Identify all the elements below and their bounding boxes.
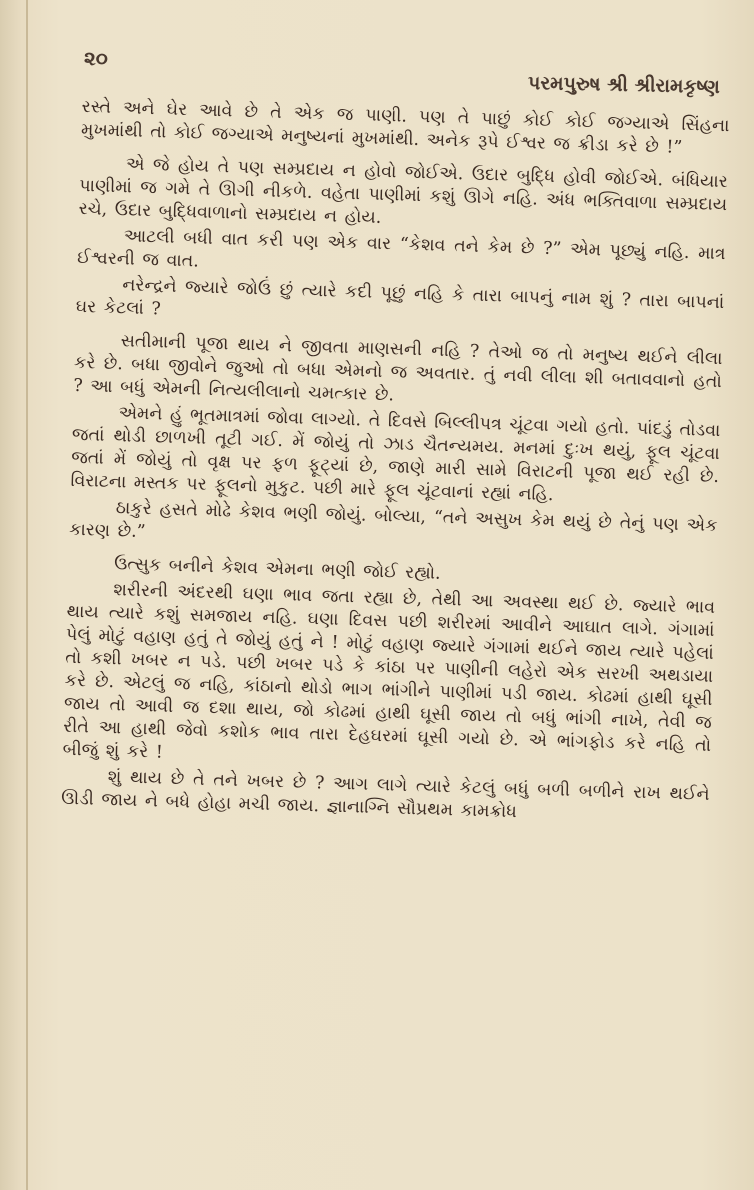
paragraph-8: ઉત્સુક બનીને કેશવ એમના ભણી જોઈ રહ્યો.	[113, 554, 441, 584]
paragraph-9: શરીરની અંદરથી ઘણા ભાવ જતા રહ્યા છે, તેથી આ અવસ્થા થઈ છે. જ્યારે ભાવ થાય ત્યારે કશું સમજાય નહિ. ઘણા દિવસ પછી શરીરમાં આવીને આઘાત લાગે. ગંગામાં પેલું મોટું વહાણ હતું તે જોયું હતું ને ! મોટું વહાણ જ્યારે ગંગામાં થઈને જાય ત્યારે પહેલાં તો કશી ખબર ન પડે. પછી ખબર પડે કે કાંઠા પર પાણીની લહેરો એક સરખી અથડાયા કરે છે. એટલું જ નહિ, કાંઠાનો થોડો ભાગ ભાંગીને પાણીમાં પડી જાય. કોઢમાં હાથી ઘૂસી જાય તો આવી જ દશા થાય, જો કોઢમાં હાથી ઘૂસી જાય તો બધું ભાંગી નાખે, તેવી જ રીતે આ હાથી જેવો કશોક ભાવ તારા દેહઘરમાં ઘૂસી ગયો છે. એ ભાંગફોડ કરે નહિ તો બીજું શું કરે !	[62, 580, 716, 763]
running-header: પરમપુરુષ શ્રી શ્રીરામકૃષ્ણ	[527, 71, 721, 99]
body-text	[61, 96, 730, 830]
paragraph-1: રસ્તે અને ઘેર આવે છે તે એક જ પાણી. પણ તે પાછું કોઈ કોઈ જગ્યાએ સિંહના મુખમાંથી તો કોઈ જગ્યાએ મનુષ્યનાં મુખમાંથી. અનેક રૂપે ઈશ્વર જ ક્રીડા કરે છે !”	[80, 96, 730, 158]
page-number: ૨૦	[84, 46, 108, 70]
paragraph-3: આટલી બધી વાત કરી પણ એક વાર “કેશવ તને કેમ છે ?” એમ પૂછ્યું નહિ. માત્ર ઈશ્વરની જ વાત.	[76, 226, 726, 272]
paragraph-2: એ જે હોય તે પણ સમ્પ્રદાય ન હોવો જોઈએ. ઉદાર બુદ્ધિ હોવી જોઈએ. બંધિયાર પાણીમાં જ ગમે તે ઊગી નીકળે. વહેતા પાણીમાં કશું ઊગે નહિ. અંધ ભક્તિવાળા સમ્પ્રદાય રચે, ઉદાર બુદ્ધિવાળાનો સમ્પ્રદાય ન હોય.	[78, 154, 729, 228]
paragraph-10: શું થાય છે તે તને ખબર છે ? આગ લાગે ત્યારે કેટલું બધું બળી બળીને રાખ થઈને ઊડી જાય ને બધે હોહા મચી જાય. જ્ઞાનાગ્નિ સૌપ્રથમ કામક્રોધ	[60, 767, 710, 823]
paragraph-7: ઠાકુરે હસતે મોઢે કેશવ ભણી જોયું. બોલ્યા, “તને અસુખ કેમ થયું છે તેનું પણ એક કારણ છે.”	[68, 498, 718, 543]
paragraph-4: નરેન્દ્રને જ્યારે જોઉં છું ત્યારે કદી પૂછું નહિ કે તારા બાપનું નામ શું ? તારા બાપનાં ઘર કેટલાં ?	[75, 275, 725, 320]
binding-edge	[26, 0, 28, 1190]
paragraph-6: એમને હું ભૂતમાત્રમાં જોવા લાગ્યો. તે દિવસે બિલ્લીપત્ર ચૂંટવા ગયો હતો. પાંદડું તોડવા જતાં થોડી છાળખી તૂટી ગઈ. મેં જોયું તો ઝાડ ચૈતન્યમય. મનમાં દુઃખ થયું, ફૂલ ચૂંટવા જતાં મેં જોયું તો વૃક્ષ પર ફળ ફૂટ્યાં છે, જાણે મારી સામે વિરાટની પૂજા થઈ રહી છે. વિરાટના મસ્તક પર ફૂલનો મુકુટ. પછી મારે ફૂલ ચૂંટવાનાં રહ્યાં નહિ.	[70, 403, 721, 506]
paragraph-5: સતીમાની પૂજા થાય ને જીવતા માણસની નહિ ? તેઓ જ તો મનુષ્ય થઈને લીલા કરે છે. બધા જીવોને જુઓ તો બધા એમનો જ અવતાર. તું નવી લીલા શી બતાવવાનો હતો ? આ બધું એમની નિત્યલીલાનો ચમત્કાર છે.	[73, 331, 723, 406]
